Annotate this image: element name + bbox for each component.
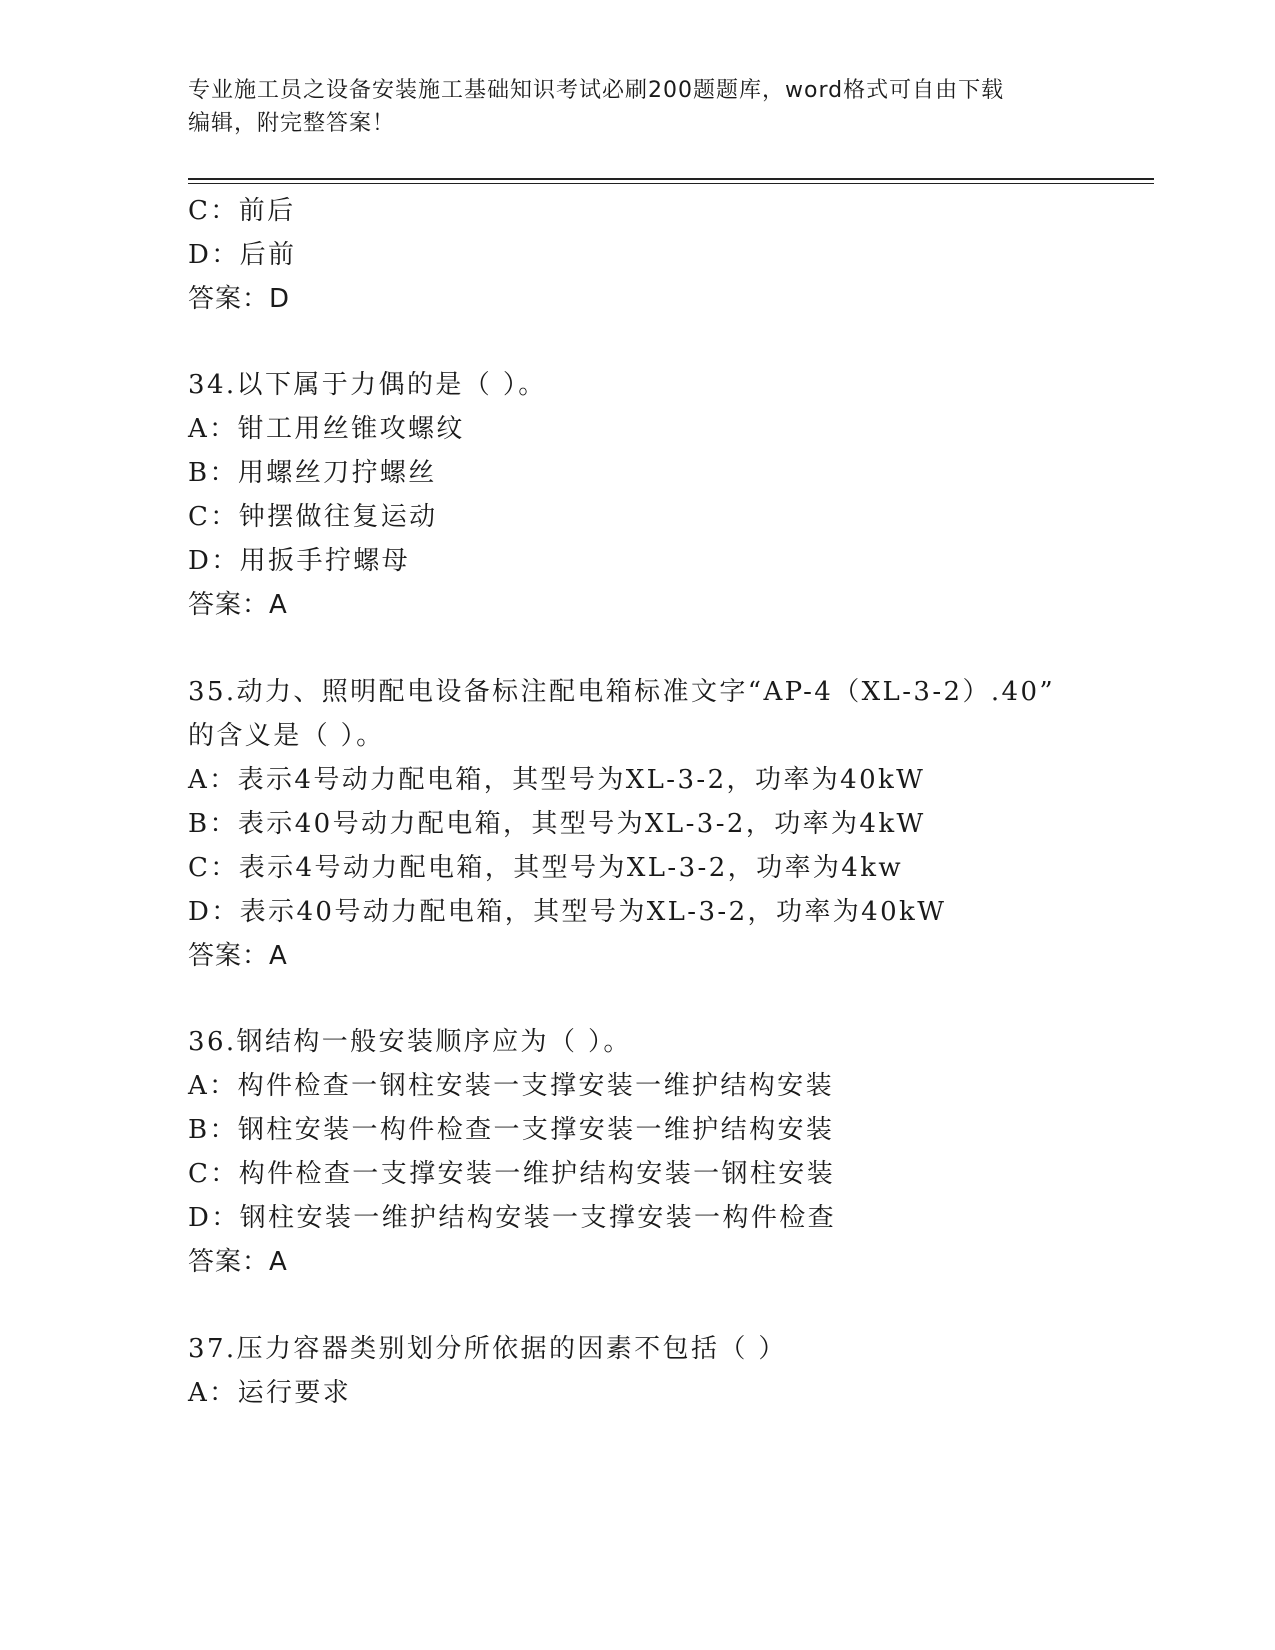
q35-answer: 答案：A (188, 941, 288, 971)
q36-option-d: D：钢柱安装一维护结构安装一支撑安装一构件检查 (188, 1203, 837, 1233)
q36-option-a: A：构件检查一钢柱安装一支撑安装一维护结构安装 (188, 1071, 834, 1101)
q34-stem: 34.以下属于力偶的是（ ）。 (188, 370, 547, 400)
q36-stem: 36.钢结构一般安装顺序应为（ ）。 (188, 1027, 632, 1057)
q36-option-b: B：钢柱安装一构件检查一支撑安装一维护结构安装 (188, 1115, 835, 1145)
q34-option-c: C：钟摆做往复运动 (188, 502, 438, 532)
header-divider-thin (188, 183, 1154, 184)
q37-option-a: A：运行要求 (188, 1378, 352, 1408)
q35-option-b: B：表示40号动力配电箱，其型号为XL-3-2，功率为4kW (188, 809, 926, 839)
q37-stem: 37.压力容器类别划分所依据的因素不包括（ ） (188, 1334, 787, 1364)
q34-option-a: A：钳工用丝锥攻螺纹 (188, 414, 465, 444)
header-divider (188, 178, 1154, 180)
q36-option-c: C：构件检查一支撑安装一维护结构安装一钢柱安装 (188, 1159, 836, 1189)
q33-option-c: C：前后 (188, 196, 296, 226)
document-header (188, 74, 1088, 140)
header-title-line-1: 专业施工员之设备安装施工基础知识考试必刷200题题库，word格式可自由下载 (188, 78, 1005, 103)
q36-answer: 答案：A (188, 1247, 288, 1277)
q35-option-d: D：表示40号动力配电箱，其型号为XL-3-2，功率为40kW (188, 897, 947, 927)
q33-option-d: D：后前 (188, 240, 297, 270)
q35-option-a: A：表示4号动力配电箱，其型号为XL-3-2，功率为40kW (188, 765, 926, 795)
q35-stem-line-2: 的含义是（ ）。 (188, 721, 385, 751)
q34-option-d: D：用扳手拧螺母 (188, 546, 411, 576)
q34-answer: 答案：A (188, 590, 288, 620)
q33-answer: 答案：D (188, 284, 291, 314)
header-title-line-2: 编辑，附完整答案！ (188, 111, 396, 136)
q34-option-b: B：用螺丝刀拧螺丝 (188, 458, 437, 488)
q35-option-c: C：表示4号动力配电箱，其型号为XL-3-2，功率为4kw (188, 853, 904, 883)
q35-stem-line-1: 35.动力、照明配电设备标注配电箱标准文字“AP-4（XL-3-2）.40” (188, 677, 1056, 707)
